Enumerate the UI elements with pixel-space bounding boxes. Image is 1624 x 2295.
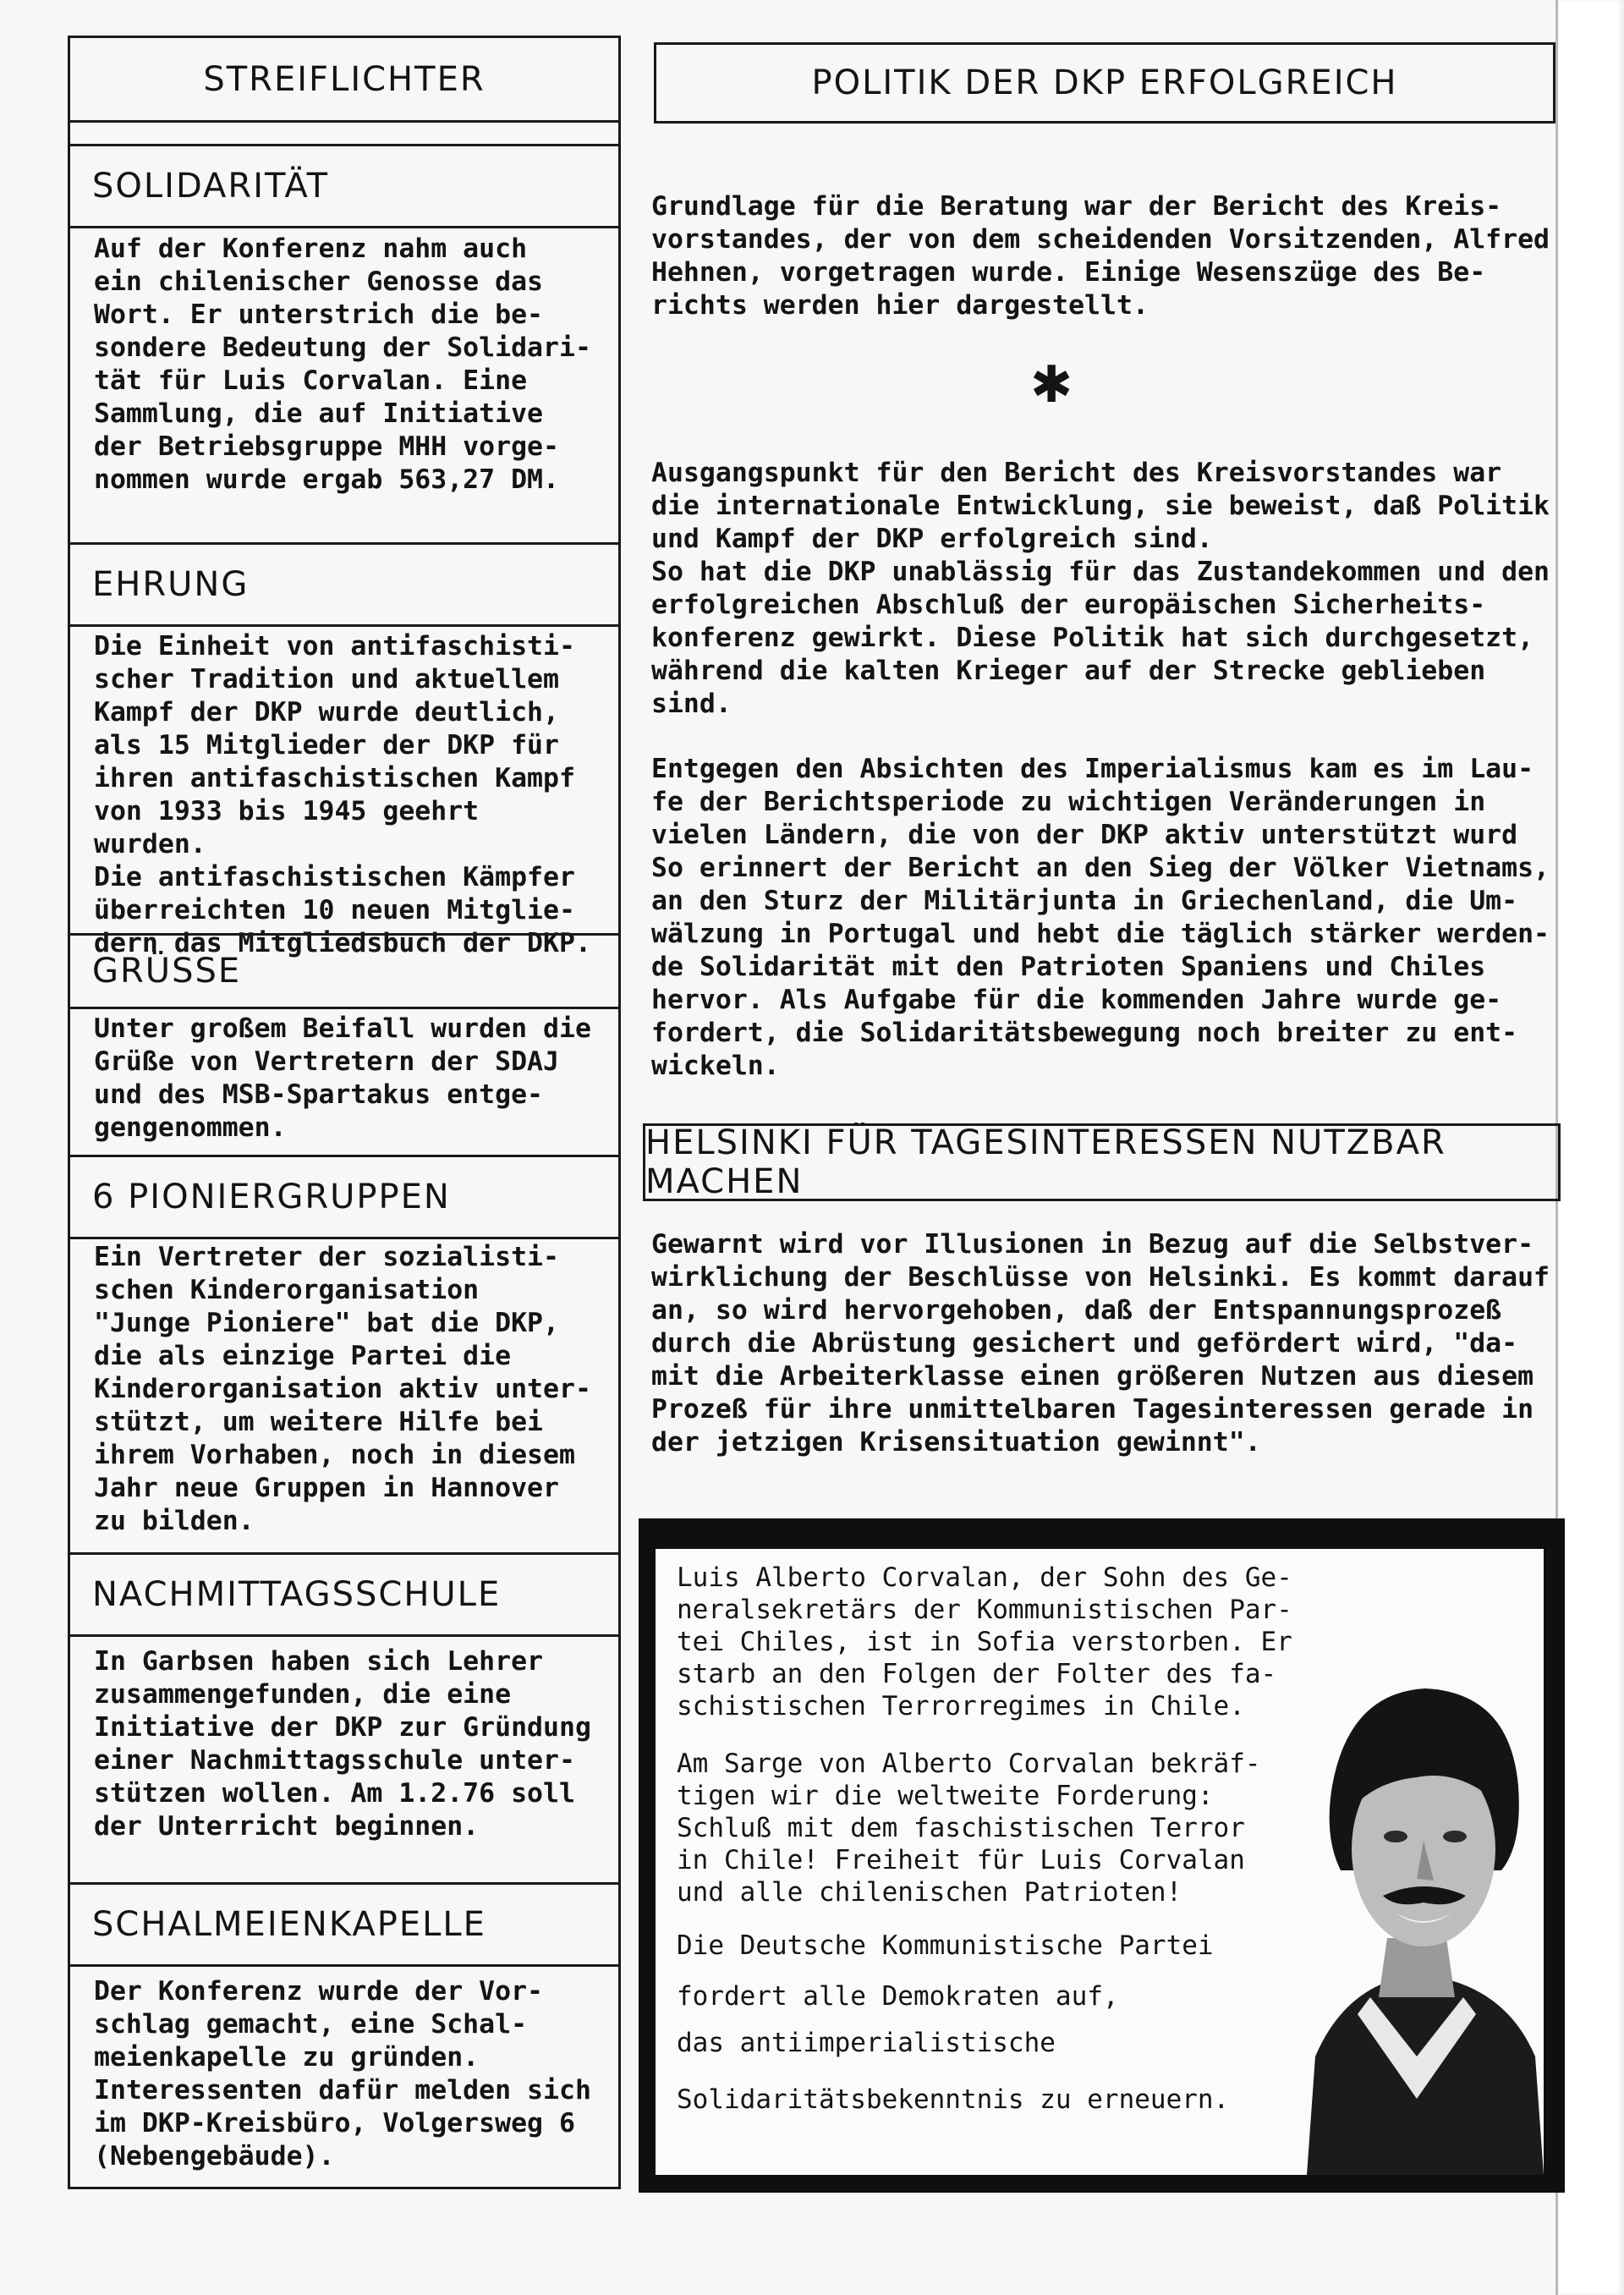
streiflichter-column: [68, 36, 621, 2189]
headline-politik: POLITIK DER DKP ERFOLGREICH: [654, 42, 1555, 124]
section-body-schalmeienkapelle: Der Konferenz wurde der Vor- schlag gemacht, eine Schal- meienkapelle zu gründen. Interessenten dafür melden sich im DKP-Kreisbüro, Volgersweg 6 (Nebengebäude).: [94, 1976, 591, 2171]
corvalan-paragraph-2: Am Sarge von Alberto Corvalan bekräf- tigen wir die weltweite Forderung: Schluß mit dem faschistischen Terror in Chile! Freiheit für Luis Corvalan und alle chilenischen Patrioten!: [677, 1749, 1261, 1908]
section-title-solidaritaet: SOLIDARITÄT: [70, 144, 618, 228]
corvalan-paragraph-1: Luis Alberto Corvalan, der Sohn des Ge- neralsekretärs der Kommunistischen Par- tei Chiles, ist in Sofia verstorben. Er starb an den Folgen der Folter des fa- schistischen Terrorregimes in Chile.: [677, 1562, 1292, 1721]
paragraph-helsinki: Gewarnt wird vor Illusionen in Bezug auf die Selbstver- wirklichung der Beschlüsse von Helsinki. Es kommt darauf an, so wird hervorgehoben, daß der Entspannungsprozeß durch die Abrüstung gesichert und gefördert wird, "da- mit die Arbeiterklasse einen größeren Nutzen aus diesem Prozeß für ihre unmittelbaren Tagesinteressen gerade in der jetzigen Krisensituation gewinnt".: [651, 1229, 1550, 1458]
corvalan-line-2: fordert alle Demokraten auf,: [677, 1981, 1119, 2012]
paragraph-ausgangspunkt: Ausgangspunkt für den Bericht des Kreisvorstandes war die internationale Entwicklung, sie beweist, daß Politik und Kampf der DKP erfolgreich sind. So hat die DKP unablässig für das Zustandekommen und den erfolgreichen Abschluß der europäischen Sicherheits- konferenz gewirkt. Diese Politik hat sich durchgesetzt, während die kalten Krieger auf der Strecke geblieben sind.: [651, 458, 1550, 719]
corvalan-line-4: Solidaritätsbekenntnis zu erneuern.: [677, 2084, 1230, 2115]
portrait-photo: [1290, 1659, 1544, 2175]
section-body-pioniergruppen: Ein Vertreter der sozialisti- schen Kinderorganisation "Junge Pioniere" bat die DKP, die als einzige Partei die Kinderorganisation aktiv unter- stützt, um weitere Hilfe bei ihrem Vorhaben, noch in diesem Jahr neue Gruppen in Hannover zu bilden.: [94, 1242, 591, 1536]
section-body-ehrung: Die Einheit von antifaschisti- scher Tradition und aktuellem Kampf der DKP wurde deutlich, als 15 Mitglieder der DKP für ihren antifaschistischen Kampf von 1933 bis 1945 geehrt wurden. Die antifaschistischen Kämpfer überreichten 10 neuen Mitglie- dern das Mitgliedsbuch der DKP.: [94, 631, 591, 958]
intro-paragraph: Grundlage für die Beratung war der Bericht des Kreis- vorstandes, der von dem scheidenden Vorsitzenden, Alfred Hehnen, vorgetragen wurde. Einige Wesenszüge des Be- richts werden hier dargestellt.: [651, 191, 1550, 321]
section-body-gruesse: Unter großem Beifall wurden die Grüße von Vertretern der SDAJ und des MSB-Spartakus entge- gengenommen.: [94, 1013, 591, 1143]
section-title-gruesse: GRÜSSE: [70, 933, 618, 1009]
paragraph-imperialismus: Entgegen den Absichten des Imperialismus kam es im Lau- fe der Berichtsperiode zu wichtigen Veränderungen in vielen Ländern, die von der DKP aktiv unterstützt wurd So erinnert der Bericht an den Sieg der Völker Vietnams, an den Sturz der Militärjunta in Griechenland, die Um- wälzung in Portugal und hebt die täglich stärker werden- de Solidarität mit den Patrioten Spaniens und Chiles hervor. Als Aufgabe für die kommenden Jahre wurde ge- fordert, die Solidaritätsbewegung noch breiter zu ent- wickeln.: [651, 754, 1550, 1081]
asterisk-separator: ✱: [1030, 355, 1073, 415]
corvalan-line-3: das antiimperialistische: [677, 2028, 1056, 2058]
corvalan-line-1: Die Deutsche Kommunistische Partei: [677, 1930, 1214, 1961]
streiflichter-header: STREIFLICHTER: [70, 38, 618, 123]
section-title-ehrung: EHRUNG: [70, 542, 618, 627]
section-title-schalmeienkapelle: SCHALMEIENKAPELLE: [70, 1882, 618, 1967]
section-title-pioniergruppen: 6 PIONIERGRUPPEN: [70, 1155, 618, 1239]
section-title-nachmittagsschule: NACHMITTAGSSCHULE: [70, 1552, 618, 1637]
corvalan-box-inner: [656, 1549, 1544, 2175]
section-body-nachmittagsschule: In Garbsen haben sich Lehrer zusammengefunden, die eine Initiative der DKP zur Gründung einer Nachmittagsschule unter- stützen wollen. Am 1.2.76 soll der Unterricht beginnen.: [94, 1646, 591, 1842]
torn-paper-edge: [1555, 0, 1624, 2295]
corvalan-box: [639, 1518, 1565, 2193]
headline-helsinki: HELSINKI FÜR TAGESINTERESSEN NUTZBAR MACHEN: [643, 1123, 1561, 1201]
section-body-solidaritaet: Auf der Konferenz nahm auch ein chilenischer Genosse das Wort. Er unterstrich die be- sondere Bedeutung der Solidari- tät für Luis Corvalan. Eine Sammlung, die auf Initiative der Betriebsgruppe MHH vorge- nommen wurde ergab 563,27 DM.: [94, 233, 591, 495]
